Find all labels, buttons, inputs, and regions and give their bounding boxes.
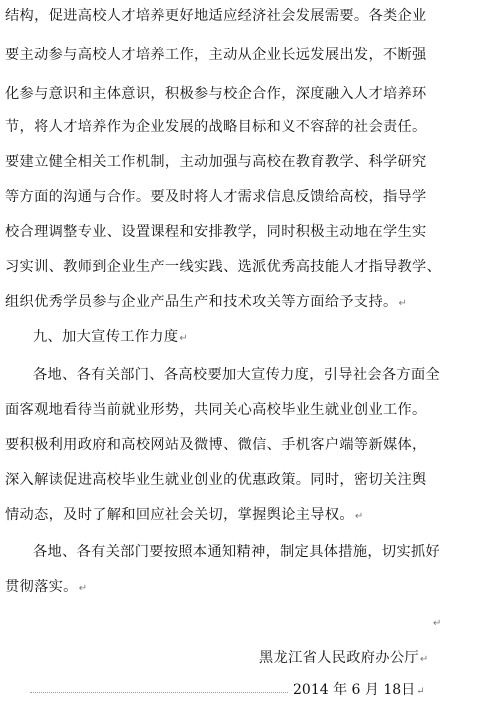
date-day-char: 日 <box>401 682 416 698</box>
body-line-16 <box>5 577 87 599</box>
empty-paragraph <box>432 612 442 634</box>
date-month-char: 月 <box>364 682 379 698</box>
paragraph-mark: ↵ <box>179 333 189 344</box>
body-line-9 <box>5 292 407 314</box>
body-line-8 <box>5 257 441 277</box>
heading-text: 九、加大宣传工作力度 <box>33 329 179 345</box>
body-line-3 <box>5 84 427 104</box>
line-text: 校合理调整专业、设置课程和安排教学，同时积极主动地在学生实 <box>5 224 427 240</box>
date-day: 18 <box>383 682 402 698</box>
body-line-11 <box>5 400 427 420</box>
line-text: 节，将人才培养作为企业发展的战略目标和义不容辞的社会责任。 <box>5 119 427 135</box>
line-text: 结构，促进高校人才培养更好地适应经济社会发展需要。各类企业 <box>5 8 427 24</box>
line-text: 要积极利用政府和高校网站及微博、微信、手机客户端等新媒体， <box>5 437 427 453</box>
date-year-char: 年 <box>333 682 348 698</box>
paragraph-mark: ↵ <box>416 686 425 697</box>
line-text: 各地、各有关部门、各高校要加大宣传力度，引导社会各方面全 <box>33 367 441 383</box>
body-line-1 <box>5 6 427 26</box>
body-line-13 <box>5 470 427 490</box>
issuer-line <box>259 648 429 670</box>
issuer-name: 黑龙江省人民政府办公厅 <box>259 650 419 666</box>
line-text: 贯彻落实。 <box>5 579 78 595</box>
line-text: 要建立健全相关工作机制，主动加强与高校在教育教学、科学研究 <box>5 154 427 170</box>
body-line-12 <box>5 435 427 455</box>
line-text: 面客观地看待当前就业形势，共同关心高校毕业生就业创业工作。 <box>5 402 427 418</box>
line-text: 等方面的沟通与合作。要及时将人才需求信息反馈给高校，指导学 <box>5 189 427 205</box>
body-line-15 <box>33 542 440 562</box>
body-line-5 <box>5 152 427 172</box>
paragraph-mark: ↵ <box>419 654 429 665</box>
paragraph-mark: ↵ <box>398 298 408 309</box>
body-line-7 <box>5 222 427 242</box>
line-text: 组织优秀学员参与企业产品生产和技术攻关等方面给予支持。 <box>5 294 398 310</box>
line-text: 习实训、教师到企业生产一线实践、选派优秀高技能人才指导教学、 <box>5 259 442 275</box>
line-text: 深入解读促进高校毕业生就业创业的优惠政策。同时，密切关注舆 <box>5 472 427 488</box>
line-text: 要主动参与高校人才培养工作，主动从企业长远发展出发，不断强 <box>5 47 427 63</box>
date-year: 2014 <box>293 682 329 698</box>
body-line-10 <box>33 365 440 385</box>
body-line-14 <box>5 505 364 527</box>
paragraph-mark: ↵ <box>354 511 364 522</box>
date-line <box>293 680 425 702</box>
dotted-leader <box>30 692 288 693</box>
line-text: 各地、各有关部门要按照本通知精神，制定具体措施，切实抓好 <box>33 544 441 560</box>
body-line-4 <box>5 117 427 137</box>
line-text: 化参与意识和主体意识，积极参与校企合作，深度融入人才培养环 <box>5 86 427 102</box>
paragraph-mark: ↵ <box>433 618 442 629</box>
body-line-6 <box>5 187 427 207</box>
paragraph-mark: ↵ <box>78 583 88 594</box>
body-line-2 <box>5 45 427 65</box>
date-month: 6 <box>351 682 361 698</box>
line-text: 情动态，及时了解和回应社会关切，掌握舆论主导权。 <box>5 507 354 523</box>
section-heading <box>33 327 188 349</box>
